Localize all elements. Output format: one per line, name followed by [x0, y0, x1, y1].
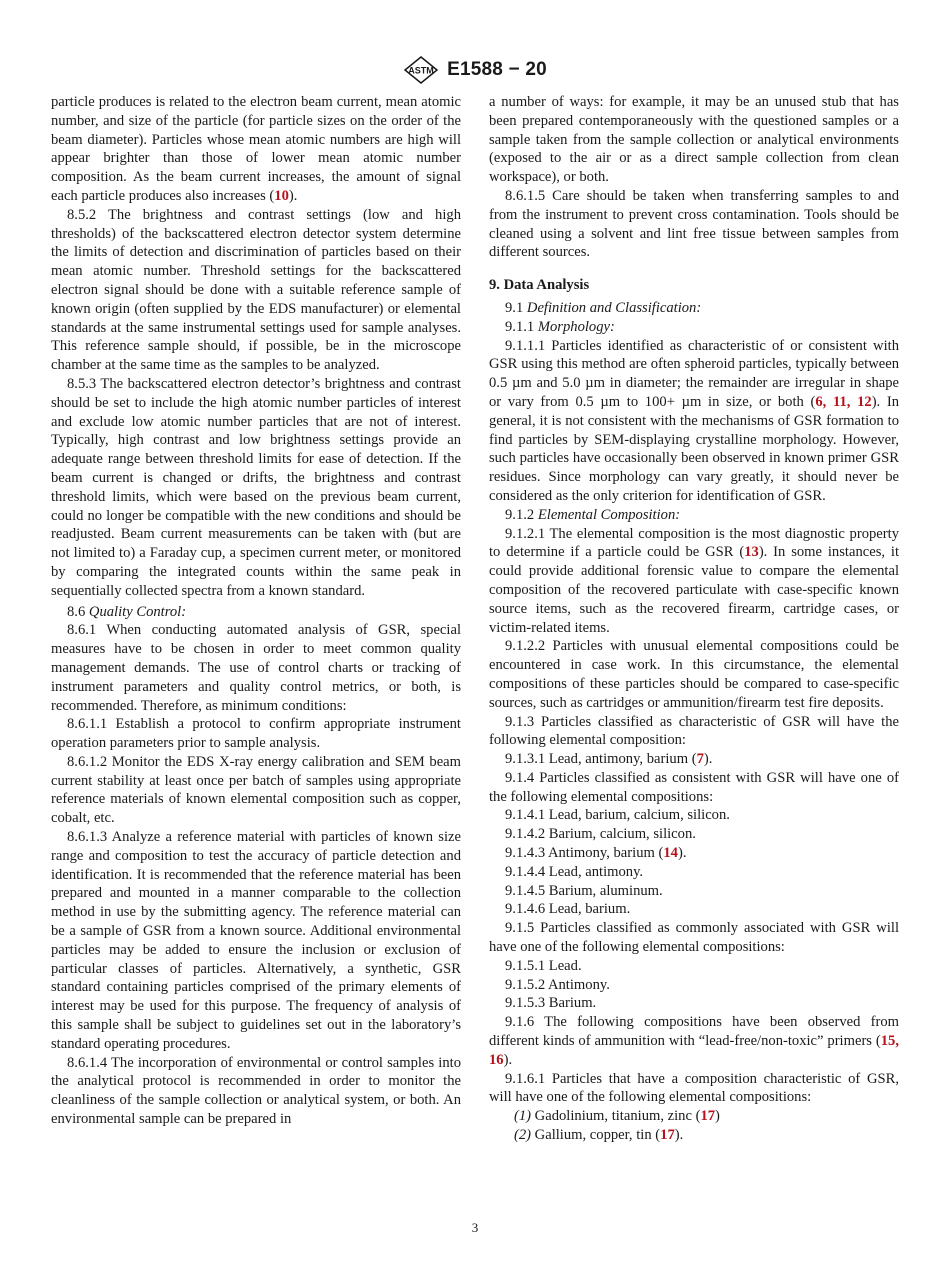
astm-logo-icon: [403, 56, 439, 84]
logo-text: ASTM: [408, 65, 434, 76]
paragraph-8-6-1-4-continued: a number of ways: for example, it may be an unused stub that has been prepared contemporaneously with the questioned samples or a sample taken from the sample collection or analytical environments (exposed to the air or as a direct sample collection from clean workspace), or both.: [489, 94, 899, 186]
reference-link[interactable]: 10: [274, 187, 289, 204]
paragraph-9-1-3: 9.1.3 Particles classified as characteristic of GSR will have the following elemental composition:: [489, 713, 899, 749]
list-item: (1) Gadolinium, titanium, zinc (17): [514, 1108, 720, 1125]
standard-designation: E1588 − 20: [447, 59, 547, 80]
section-9-heading: 9. Data Analysis: [489, 277, 590, 294]
right-column: [489, 93, 899, 1145]
paragraph-9-1-3-1: 9.1.3.1 Lead, antimony, barium (7).: [505, 751, 713, 768]
section-8-6-heading: 8.6 Quality Control:: [67, 603, 187, 620]
section-9-1-2-heading: 9.1.2 Elemental Composition:: [505, 506, 681, 523]
page-header: [0, 55, 950, 85]
section-9-1-heading: 9.1 Definition and Classification:: [505, 299, 702, 316]
paragraph-9-1-5-2: 9.1.5.2 Antimony.: [505, 976, 610, 993]
reference-link[interactable]: 17: [660, 1127, 675, 1144]
paragraph-8-6-1-4: 8.6.1.4 The incorporation of environmental or control samples into the analytical protocol is recommended in order to monitor the cleanliness of the sample collection or analytical system, or both. An environmental sample can be prepared in: [51, 1054, 461, 1128]
paragraph-9-1-4: 9.1.4 Particles classified as consistent with GSR will have one of the following elemental compositions:: [489, 769, 899, 805]
paragraph-8-6-1-3: 8.6.1.3 Analyze a reference material with particles of known size range and composition to test the accuracy of particle detection and identification. It is recommended that the reference material has been prepared and mounted in a manner comparable to the collection method in use by the submitting agency. The reference material can be a sample of GSR from a known source. Additional environmental particles may be added to ensure the inclusion or exclusion of particular classes of particles. Alternatively, a synthetic, GSR standard containing particles comprised of the primary elements of interest may be used for this purpose. The frequency of analysis of this sample shall be subject to guidelines set out in the laboratory’s standard operating procedures.: [51, 829, 461, 1052]
paragraph-9-1-6: 9.1.6 The following compositions have been observed from different kinds of ammunition with “lead-free/non-toxic” primers (15, 16).: [489, 1014, 899, 1068]
reference-link[interactable]: 6: [815, 393, 823, 410]
reference-link[interactable]: 14: [663, 845, 678, 862]
paragraph-8-6-1-1: 8.6.1.1 Establish a protocol to confirm appropriate instrument operation parameters prior to sample analysis.: [51, 716, 461, 752]
paragraph-9-1-4-6: 9.1.4.6 Lead, barium.: [505, 901, 631, 918]
paragraph-9-1-4-5: 9.1.4.5 Barium, aluminum.: [505, 882, 663, 899]
reference-link[interactable]: 7: [696, 751, 704, 768]
paragraph-9-1-5: 9.1.5 Particles classified as commonly associated with GSR will have one of the following elemental compositions:: [489, 920, 899, 956]
paragraph-9-1-5-1: 9.1.5.1 Lead.: [505, 957, 582, 974]
paragraph-8-6-1-5: 8.6.1.5 Care should be taken when transferring samples to and from the instrument to prevent cross contamination. Tools should be cleaned using a solvent and lint free tissue between samples from different sources.: [489, 187, 899, 261]
paragraph-8-6-1: 8.6.1 When conducting automated analysis of GSR, special measures have to be chosen in order to meet common quality management demands. The use of control charts or tracking of instrument parameters and quality control metrics, or both, is recommended. Therefore, as minimum conditions:: [51, 622, 461, 714]
paragraph-9-1-6-1: 9.1.6.1 Particles that have a composition characteristic of GSR, will have one of the following elemental compositions:: [489, 1070, 899, 1106]
reference-link[interactable]: 11: [832, 393, 847, 410]
paragraph-9-1-4-2: 9.1.4.2 Barium, calcium, silicon.: [505, 826, 696, 843]
paragraph-9-1-4-1: 9.1.4.1 Lead, barium, calcium, silicon.: [505, 807, 730, 824]
reference-link[interactable]: 16: [489, 1051, 504, 1068]
paragraph-9-1-5-3: 9.1.5.3 Barium.: [505, 995, 597, 1012]
paragraph-8-5-2: 8.5.2 The brightness and contrast settings (low and high thresholds) of the backscattered electron detector system determine the limits of detection and discrimination of particles based on their mean atomic number. Threshold settings for the backscattered electron signal should be done with a suitable reference sample of known origin (often supplied by the EDS manufacturer) or elemental standards at the same instrumental settings used for sample analyses. This reference sample should, if possible, be in the microscope chamber at the same time as the samples to be analyzed.: [51, 206, 461, 374]
paragraph-9-1-2-2: 9.1.2.2 Particles with unusual elemental compositions could be encountered in case work. In this circumstance, the elemental compositions of these particles should be compared to case-specific sources, such as cartridges or ammunition/firearm test fire deposits.: [489, 638, 899, 711]
paragraph-9-1-4-3: 9.1.4.3 Antimony, barium (14).: [505, 845, 687, 862]
list-item: (2) Gallium, copper, tin (17).: [514, 1127, 684, 1144]
paragraph-9-1-2-1: 9.1.2.1 The elemental composition is the most diagnostic property to determine if a particle could be GSR (13). In some instances, it could provide additional forensic value to compare the elemental composition of the recovered particulate with case-specific known source items, such as the recovered firearm, cartridge cases, or victim-related items.: [489, 525, 899, 636]
page-number: 3: [471, 1220, 479, 1235]
paragraph-8-6-1-2: 8.6.1.2 Monitor the EDS X-ray energy calibration and SEM beam current stability at least once per batch of samples using appropriate reference materials of known elemental composition such as copper, cobalt, etc.: [51, 753, 461, 827]
paragraph-8-5-3: 8.5.3 The backscattered electron detector’s brightness and contrast should be set to include the high atomic number particles of interest and exclude low atomic number particles that are not of interest. Typically, high contrast and low brightness settings provide an adequate range between threshold limits for ease of detection. If the beam current is changed or drifts, the brightness and contrast threshold limits, which were based on the previous beam current, could no longer be compatible with the new conditions and should be readjusted. Beam current measurements can be taken with (but are not limited to) a Faraday cup, a specimen current meter, or monitored by comparing the integrated counts within the same peak in sequentially collected spectra from a known standard.: [51, 375, 461, 599]
reference-link[interactable]: 17: [700, 1108, 716, 1125]
reference-link[interactable]: 13: [744, 544, 759, 561]
left-column: [51, 93, 461, 1129]
paragraph-8-5-1-continued: particle produces is related to the electron beam current, mean atomic number, and size of the particle (for particle sizes on the order of the beam diameter). Particles whose mean atomic numbers are high will appear brighter than those of lower mean atomic number composition. As the beam current increases, the amount of signal each particle produces also increases (10).: [51, 94, 461, 204]
paragraph-9-1-4-4: 9.1.4.4 Lead, antimony.: [505, 863, 644, 880]
reference-link[interactable]: 12: [857, 393, 872, 410]
section-9-1-1-heading: 9.1.1 Morphology:: [505, 318, 615, 335]
paragraph-9-1-1-1: 9.1.1.1 Particles identified as characteristic of or consistent with GSR using this method are often spheroid particles, typically between 0.5 µm and 5.0 µm in diameter; the remainder are irregular in shape or vary from 0.5 µm to 100+ µm in size, or both (6, 11, 12). In general, it is not consistent with the mechanisms of GSR formation to find particles by SEM-displaying crystalline morphology. However, such particles have occasionally been observed in known primer GSR residues. Since morphology can vary greatly, it should never be considered as the only criterion for identification of GSR.: [489, 337, 900, 504]
reference-link[interactable]: 15: [880, 1033, 896, 1050]
